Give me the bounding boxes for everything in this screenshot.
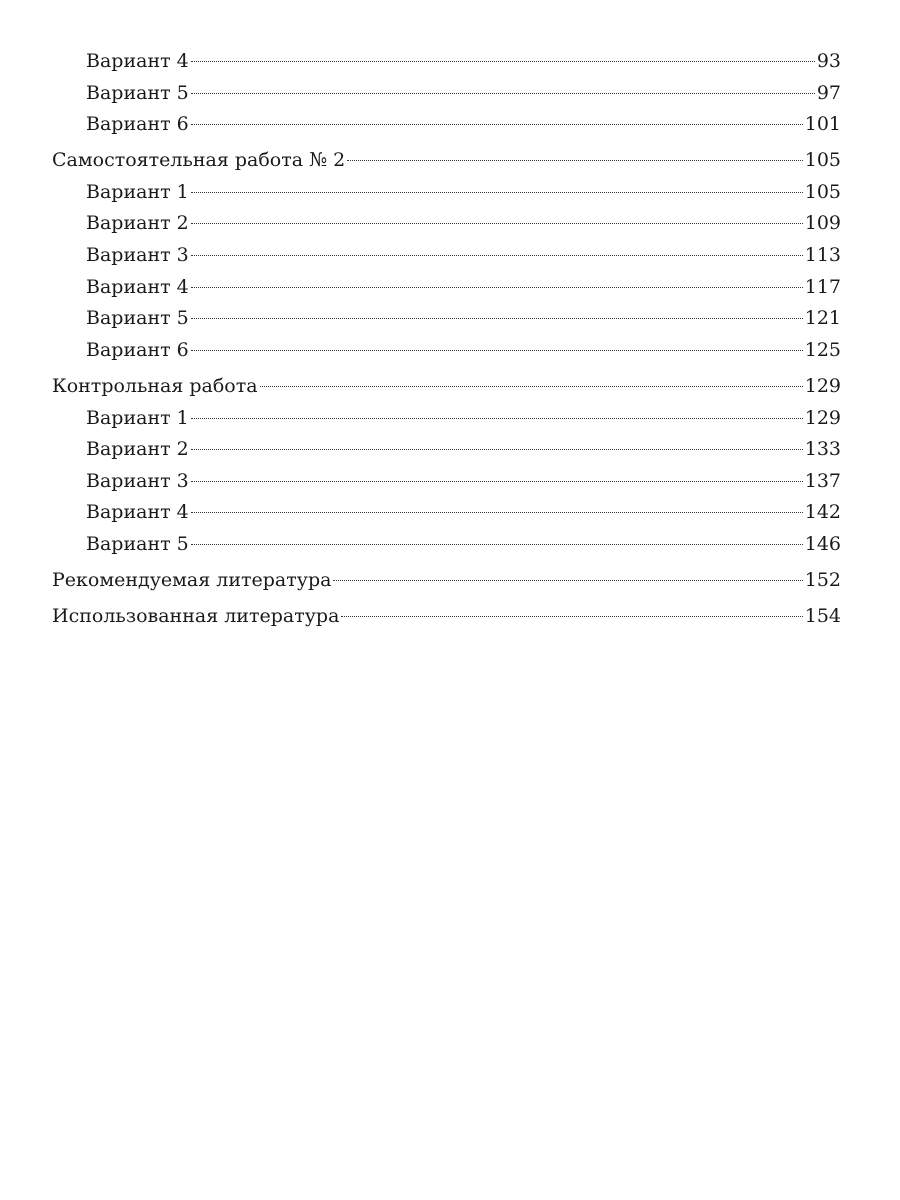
toc-entry-page: 109 [804, 212, 841, 235]
toc-leader-dots [191, 417, 803, 419]
toc-entry-page: 129 [804, 406, 841, 429]
toc-section-label: Контрольная работа [52, 374, 258, 397]
toc-entry-label: Вариант 2 [86, 438, 189, 461]
toc-section-entry[interactable] [52, 145, 841, 177]
toc-entry-page: 125 [804, 338, 841, 361]
toc-entry-page: 113 [804, 244, 841, 267]
toc-leader-dots [191, 254, 803, 256]
toc-entry[interactable] [52, 403, 841, 435]
toc-entry-label: Вариант 1 [86, 180, 189, 203]
toc-entry-page: 133 [804, 438, 841, 461]
toc-section-page: 105 [804, 149, 841, 172]
toc-entry-label: Вариант 5 [86, 532, 189, 555]
toc-entry-label: Вариант 4 [86, 275, 189, 298]
toc-entry[interactable] [52, 272, 841, 304]
toc-entry-page: 101 [804, 113, 841, 136]
toc-section-page: 152 [804, 569, 841, 591]
toc-leader-dots [191, 286, 803, 288]
toc-entry-label: Вариант 2 [86, 212, 189, 235]
toc-section-entry[interactable] [52, 601, 841, 633]
toc-entry[interactable] [52, 240, 841, 272]
toc-entry[interactable] [52, 208, 841, 240]
toc-leader-dots [191, 543, 803, 545]
toc-entry[interactable] [52, 434, 841, 466]
toc-section-page: 154 [804, 605, 841, 628]
toc-entry-label: Вариант 4 [86, 50, 189, 72]
toc-section-page: 129 [804, 374, 841, 397]
toc-leader-dots [191, 480, 803, 482]
toc-section-label: Самостоятельная работа № 2 [52, 149, 346, 172]
toc-entry[interactable] [52, 46, 841, 78]
toc-leader-dots [191, 349, 803, 351]
toc-entry[interactable] [52, 497, 841, 529]
toc-section-label: Рекомендуемая литература [52, 569, 332, 591]
toc-entry-label: Вариант 6 [86, 113, 189, 136]
toc-entry-label: Вариант 5 [86, 81, 189, 104]
toc-leader-dots [191, 222, 803, 224]
toc-entry[interactable] [52, 177, 841, 209]
toc-section-entry[interactable] [52, 371, 841, 403]
toc-section-entry[interactable] [52, 565, 841, 597]
toc-entry-label: Вариант 6 [86, 338, 189, 361]
toc-leader-dots [333, 579, 802, 581]
toc-entry-page: 117 [804, 275, 841, 298]
toc-leader-dots [191, 317, 803, 319]
toc-entry-page: 97 [816, 81, 841, 104]
toc-entry-page: 121 [804, 307, 841, 330]
toc-leader-dots [191, 191, 803, 193]
toc-entry-page: 93 [816, 50, 841, 72]
toc-entry[interactable] [52, 466, 841, 498]
toc-entry-page: 146 [804, 532, 841, 555]
toc-leader-dots [260, 385, 803, 387]
toc-leader-dots [191, 123, 803, 125]
toc-leader-dots [191, 448, 803, 450]
toc-entry-page: 142 [804, 501, 841, 524]
toc-entry-label: Вариант 4 [86, 501, 189, 524]
toc-leader-dots [191, 511, 803, 513]
toc-entry-label: Вариант 3 [86, 244, 189, 267]
toc-entry-page: 137 [804, 469, 841, 492]
toc-leader-dots [191, 92, 815, 94]
toc-entry[interactable] [52, 529, 841, 561]
toc-leader-dots [341, 615, 802, 617]
toc-entry[interactable] [52, 109, 841, 141]
toc-entry[interactable] [52, 78, 841, 110]
toc-leader-dots [347, 159, 803, 161]
toc-section-label: Использованная литература [52, 605, 340, 628]
toc-leader-dots [191, 60, 815, 62]
table-of-contents [52, 46, 841, 633]
toc-entry[interactable] [52, 303, 841, 335]
toc-entry-label: Вариант 3 [86, 469, 189, 492]
toc-entry-label: Вариант 1 [86, 406, 189, 429]
toc-entry-page: 105 [804, 180, 841, 203]
toc-entry-label: Вариант 5 [86, 307, 189, 330]
toc-entry[interactable] [52, 335, 841, 367]
